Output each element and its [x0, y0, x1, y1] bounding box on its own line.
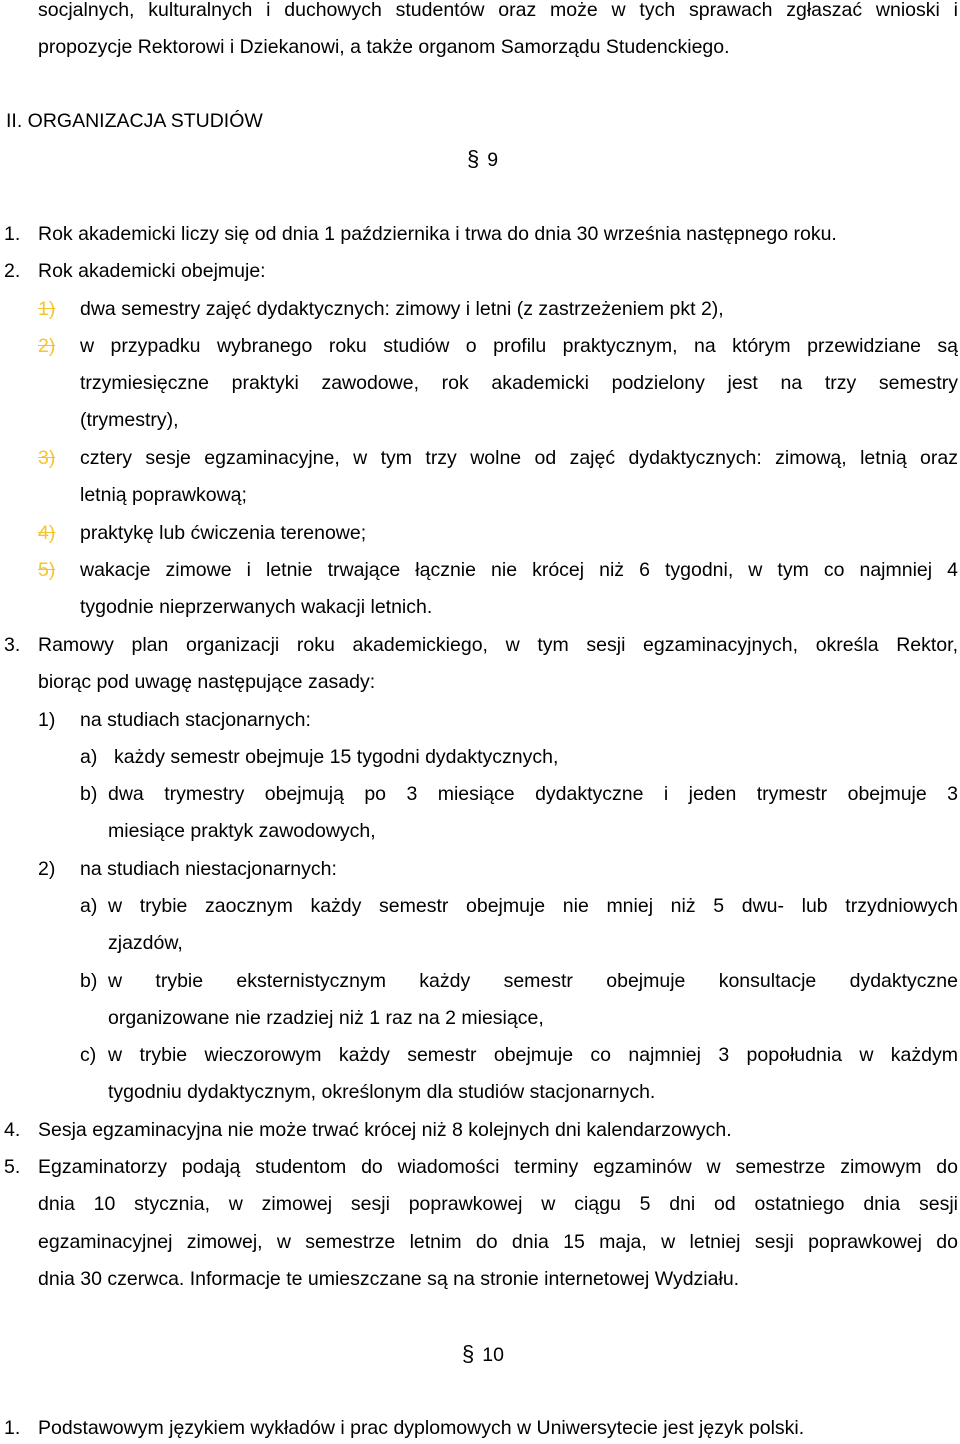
paragraph-text: Sesja egzaminacyjna nie może trwać krócej niż 8 kolejnych dni kalendarzowych.: [38, 1119, 732, 1141]
sub-item-text: w trybie wieczorowym każdy semestr obejmuje co najmniej 3 popołudnia w każdym: [108, 1044, 958, 1066]
paragraph-text: Rok akademicki liczy się od dnia 1 października i trwa do dnia 30 września następnego roku.: [38, 223, 837, 245]
section-sign: §: [462, 1341, 475, 1366]
item-number: 1): [38, 709, 56, 731]
sub-item-text-continued: tygodniu dydaktycznym, określonym dla studiów stacjonarnych.: [108, 1081, 656, 1103]
list-item: [0, 519, 960, 547]
sub-item: [0, 743, 960, 771]
sub-item-text-continued: organizowane nie rzadziej niż 1 raz na 2 miesiące,: [108, 1007, 544, 1029]
item-number: 4): [38, 522, 56, 544]
sub-item-text: każdy semestr obejmuje 15 tygodni dydaktycznych,: [114, 746, 559, 768]
sub-item: [0, 967, 960, 995]
paragraph-number: 2.: [4, 260, 21, 282]
item-number: 2): [38, 335, 56, 357]
sub-item-text: w trybie zaocznym każdy semestr obejmuje nie mniej niż 5 dwu- lub trzydniowych: [108, 895, 958, 917]
sub-item-letter: a): [80, 895, 98, 917]
list-item: [0, 706, 960, 734]
list-item: [0, 444, 960, 472]
paragraph-text: Ramowy plan organizacji roku akademickiego, w tym sesji egzaminacyjnych, określa Rektor,: [38, 634, 958, 656]
section-sign: §: [467, 146, 480, 171]
paragraph-text: Podstawowym językiem wykładów i prac dyplomowych w Uniwersytecie jest język polski.: [38, 1417, 805, 1439]
paragraph-text-continued: biorąc pod uwagę następujące zasady:: [38, 671, 376, 693]
item-number: 5): [38, 559, 56, 581]
intro-line-1: socjalnych, kulturalnych i duchowych studentów oraz może w tych sprawach zgłaszać wnioski i: [38, 0, 958, 21]
sub-item: [0, 780, 960, 808]
item-text: praktykę lub ćwiczenia terenowe;: [80, 522, 367, 544]
section-number: 10: [482, 1344, 504, 1366]
paragraph-5: [0, 1153, 960, 1181]
item-text-continued: (trymestry),: [80, 409, 179, 431]
sub-item-letter: c): [80, 1044, 97, 1066]
paragraph-text: Rok akademicki obejmuje:: [38, 260, 266, 282]
item-number: 2): [38, 858, 56, 880]
list-item: [0, 855, 960, 883]
section-heading-10: [0, 1340, 960, 1368]
sub-item-letter: b): [80, 970, 98, 992]
paragraph-text-continued: dnia 30 czerwca. Informacje te umieszczane są na stronie internetowej Wydziału.: [38, 1268, 740, 1290]
item-text: dwa semestry zajęć dydaktycznych: zimowy i letni (z zastrzeżeniem pkt 2),: [80, 298, 724, 320]
item-text-continued: letnią poprawkową;: [80, 484, 247, 506]
list-item: [0, 332, 960, 360]
item-number: 3): [38, 447, 56, 469]
sub-item-text-continued: miesiące praktyk zawodowych,: [108, 820, 376, 842]
sub-item-text-continued: zjazdów,: [108, 932, 183, 954]
paragraph-text-continued: egzaminacyjnej zimowej, w semestrze letnim do dnia 15 maja, w letniej sesji poprawkowej do: [38, 1231, 958, 1253]
list-item: [0, 556, 960, 584]
item-text: w przypadku wybranego roku studiów o profilu praktycznym, na którym przewidziane są: [80, 335, 958, 357]
sub-item-letter: a): [80, 746, 98, 768]
paragraph-10-1: [0, 1414, 960, 1442]
item-text: wakacje zimowe i letnie trwające łącznie nie krócej niż 6 tygodni, w tym co najmniej 4: [80, 559, 958, 581]
item-text-continued: tygodnie nieprzerwanych wakacji letnich.: [80, 596, 433, 618]
item-number: 1): [38, 298, 56, 320]
chapter-title: II. ORGANIZACJA STUDIÓW: [6, 110, 263, 132]
paragraph-number: 5.: [4, 1156, 21, 1178]
item-text: cztery sesje egzaminacyjne, w tym trzy wolne od zajęć dydaktycznych: zimową, letnią oraz: [80, 447, 958, 469]
paragraph-4: [0, 1116, 960, 1144]
item-text: na studiach stacjonarnych:: [80, 709, 311, 731]
paragraph-number: 4.: [4, 1119, 21, 1141]
paragraph-text-continued: dnia 10 stycznia, w zimowej sesji poprawkowej w ciągu 5 dni od ostatniego dnia sesji: [38, 1193, 958, 1215]
section-number: 9: [487, 149, 499, 171]
paragraph-number: 3.: [4, 634, 21, 656]
sub-item: [0, 1041, 960, 1069]
paragraph-number: 1.: [4, 223, 21, 245]
item-text: na studiach niestacjonarnych:: [80, 858, 337, 880]
sub-item-letter: b): [80, 783, 98, 805]
item-text-continued: trzymiesięczne praktyki zawodowe, rok akademicki podzielony jest na trzy semestry: [80, 372, 958, 394]
list-item: [0, 295, 960, 323]
paragraph-3: [0, 631, 960, 659]
paragraph-2: [0, 257, 960, 285]
sub-item-text: w trybie eksternistycznym każdy semestr obejmuje konsultacje dydaktyczne: [108, 970, 958, 992]
paragraph-1: [0, 220, 960, 248]
paragraph-number: 1.: [4, 1417, 21, 1439]
section-heading-9: [0, 145, 960, 173]
intro-line-2: propozycje Rektorowi i Dziekanowi, a także organom Samorządu Studenckiego.: [38, 36, 730, 58]
sub-item-text: dwa trymestry obejmują po 3 miesiące dydaktyczne i jeden trymestr obejmuje 3: [108, 783, 958, 805]
sub-item: [0, 892, 960, 920]
paragraph-text: Egzaminatorzy podają studentom do wiadomości terminy egzaminów w semestrze zimowym do: [38, 1156, 958, 1178]
